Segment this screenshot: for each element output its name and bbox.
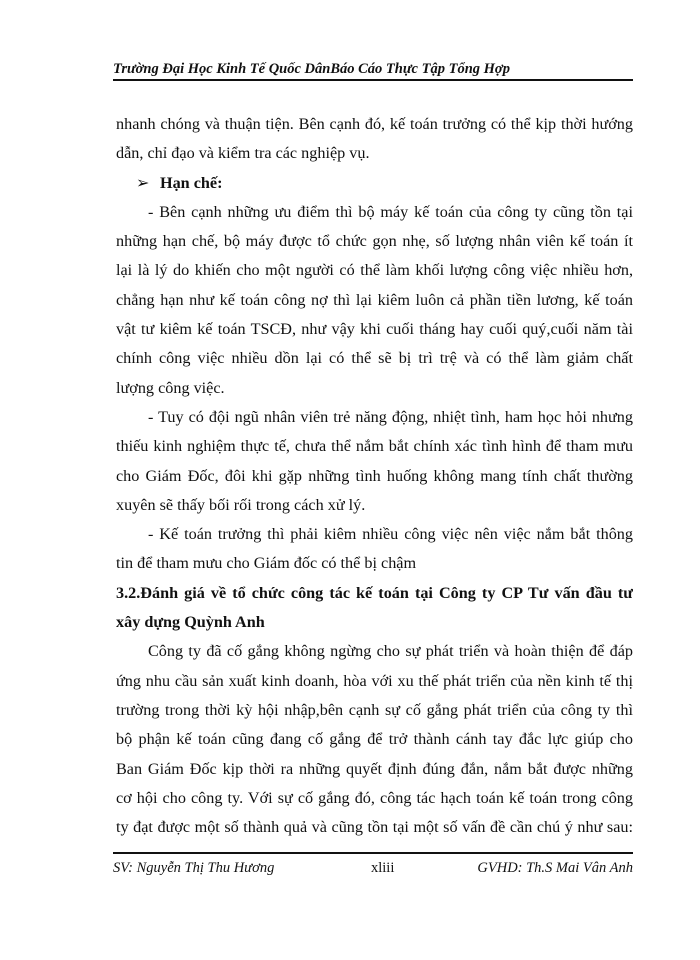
footer-student: SV: Nguyễn Thị Thu Hương [113,860,275,876]
bullet-heading-label: Hạn chế: [160,173,223,192]
text-line: trường trong thời kỳ hội nhập,bên cạnh sự cố gắng phát triển của công ty thì [116,700,633,719]
text-line: lại là lý do khiến cho một người có thể làm khối lượng công việc nhiều hơn, [116,261,633,280]
section-title: xây dựng Quỳnh Anh [116,613,265,632]
text-line: cho Giám Đốc, đôi khi gặp những tình huống không mang tính chất thường [116,466,633,485]
text-line: xuyên sẽ thấy bối rối trong cách xử lý. [116,495,366,514]
text-line: dẫn, chỉ đạo và kiểm tra các nghiệp vụ. [116,144,370,163]
text-line: thiếu kinh nghiệm thực tế, chưa thể nắm bắt chính xác tình hình để tham mưu [116,437,633,456]
page-content [116,110,633,842]
page-header: Trường Đại Học Kinh Tế Quốc DânBáo Cáo Thực Tập Tổng Hợp [113,61,510,77]
text-line: chính công việc nhiều dồn lại có thể sẽ bị trì trệ và có thể làm giảm chất [116,349,633,368]
header-rule [113,79,633,81]
bullet-heading [116,169,633,198]
section-title: 3.2.Đánh giá về tổ chức công tác kế toán tại Công ty CP Tư vấn đầu tư [116,583,633,602]
text-line: - Tuy có đội ngũ nhân viên trẻ năng động, nhiệt tình, ham học hỏi nhưng [148,407,633,426]
text-line: nhanh chóng và thuận tiện. Bên cạnh đó, kế toán trưởng có thể kịp thời hướng [116,115,633,133]
text-line: chẳng hạn như kế toán công nợ thì lại kiêm luôn cả phần tiền lương, kế toán [116,290,633,309]
text-line: vật tư kiêm kế toán TSCĐ, như vậy khi cuối tháng hay cuối quý,cuối năm tài [116,320,633,339]
text-line: cơ hội cho công ty. Với sự cố gắng đó, công tác hạch toán kế toán trong công [116,788,633,807]
page-footer [113,858,633,878]
footer-page-number: xliii [371,860,395,876]
text-line: lượng công việc. [116,378,225,397]
footer-advisor: GVHD: Th.S Mai Vân Anh [477,860,633,876]
text-line: - Bên cạnh những ưu điểm thì bộ máy kế toán của công ty cũng tồn tại [148,202,633,221]
text-line: ty đạt được một số thành quả và cũng tồn tại một số vấn đề cần chú ý như sau: [116,818,633,837]
text-line: Công ty đã cố gắng không ngừng cho sự phát triển và hoàn thiện để đáp [148,642,633,661]
text-line: tin để tham mưu cho Giám đốc có thể bị chậm [116,554,417,573]
text-line: những hạn chế, bộ máy được tổ chức gọn nhẹ, số lượng nhân viên kế toán ít [116,232,633,251]
arrow-bullet-icon: ➢ [136,173,150,192]
text-line: bộ phận kế toán cũng đang cố gắng để trở thành cánh tay đắc lực giúp cho [116,730,633,749]
text-line: ứng nhu cầu sản xuất kinh doanh, hòa với xu thế phát triển của nền kinh tế thị [116,671,633,690]
footer-rule [113,852,633,854]
text-line: - Kế toán trưởng thì phải kiêm nhiều công việc nên việc nắm bắt thông [148,525,633,544]
text-line: Ban Giám Đốc kịp thời ra những quyết định đúng đắn, nắm bắt được những [116,759,633,778]
